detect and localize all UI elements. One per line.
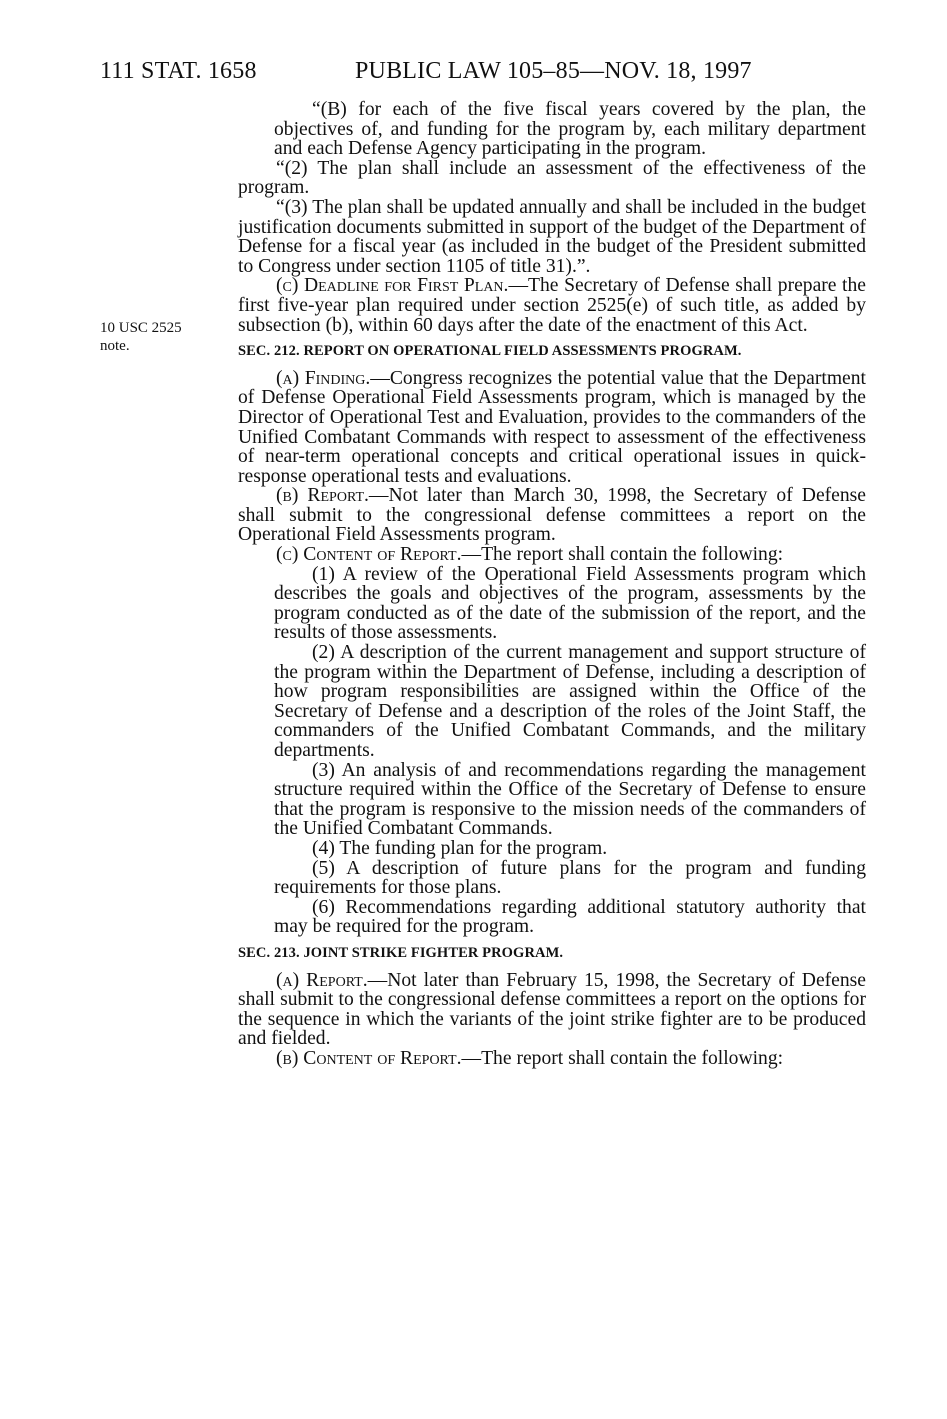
paragraph-3: “(3) The plan shall be updated annually and shall be included in the budget justification documents submitted in support of the budget of the Department of Defense for a fiscal year (as included in the budget of the President submitted to Congress under section 1105 of title 31).”. xyxy=(238,196,866,277)
document-body xyxy=(238,100,866,1069)
sec212-b-text: —Not later than March 30, 1998, the Secretary of Defense shall submit to the congressional defense committees a report on the Operational Field Assessments program. xyxy=(238,485,866,546)
paragraph-b: “(B) for each of the five fiscal years covered by the plan, the objectives of, and funding for the program by, each military department and each Defense Agency participating in the program. xyxy=(274,99,866,160)
sec213-a-text: —Not later than February 15, 1998, the Secretary of Defense shall submit to the congressional defense committees a report on the options for the sequence in which the variants of the joint strike fighter are to be produced and fielded. xyxy=(238,969,866,1050)
margin-note xyxy=(100,319,200,355)
stat-page-number: 111 STAT. 1658 xyxy=(100,58,257,84)
sec212-c-item-6: (6) Recommendations regarding additional statutory authority that may be required for the program. xyxy=(274,896,866,938)
margin-note-citation: 10 USC 2525 xyxy=(100,320,182,336)
sec213-b xyxy=(238,1049,866,1069)
sec212-a-text: —Congress recognizes the potential value that the Department of Defense Operational Field Assessments program, which is managed by the Director of Operational Test and Evaluation, provides to the commanders of the Unified Combatant Commands with respect to assessment of the effectiveness of near-term operational concepts and critical operational issues in quick-response operational tests and evaluations. xyxy=(238,367,866,487)
sec212-b xyxy=(238,486,866,545)
sec212-c-item-2: (2) A description of the current management and support structure of the program within the Department of Defense, including a description of how program responsibilities are assigned within the Office of the Secretary of Defense and a description of the roles of the Joint Staff, the commanders of the Unified Combatant Commands, and the military departments. xyxy=(274,642,866,761)
section-213-title: SEC. 213. JOINT STRIKE FIGHTER PROGRAM. xyxy=(238,944,564,961)
sec212-b-heading: (b) Report. xyxy=(276,485,369,507)
sec212-a xyxy=(238,369,866,487)
sec212-c-item-5: (5) A description of future plans for the program and funding requirements for those plans. xyxy=(274,857,866,899)
public-law-heading: PUBLIC LAW 105–85—NOV. 18, 1997 xyxy=(355,58,752,84)
sec213-a-heading: (a) Report. xyxy=(276,969,368,991)
section-212-title: SEC. 212. REPORT ON OPERATIONAL FIELD ASSESSMENTS PROGRAM. xyxy=(238,343,742,360)
sec212-c-item-3: (3) An analysis of and recommendations regarding the management structure required within the Office of the Secretary of Defense to ensure that the program is responsive to the mission needs of the commanders of the Unified Combatant Commands. xyxy=(274,759,866,840)
sec212-c-text: —The report shall contain the following: xyxy=(461,544,784,566)
margin-note-label: note. xyxy=(100,338,130,354)
deadline-heading: (c) Deadline for First Plan. xyxy=(276,275,509,297)
sec212-c-heading: (c) Content of Report. xyxy=(276,544,462,566)
sec213-a xyxy=(238,971,866,1049)
sec212-c-item-1: (1) A review of the Operational Field Assessments program which describes the goals and objectives of the program, assessments by the program conducted as of the date of the submission of the report, and the results of those assessments. xyxy=(274,563,866,644)
sec213-b-text: —The report shall contain the following: xyxy=(461,1047,784,1069)
sec213-b-heading: (b) Content of Report. xyxy=(276,1047,462,1069)
paragraph-c-deadline xyxy=(238,276,866,335)
sec212-c xyxy=(238,545,866,565)
sec212-a-heading: (a) Finding. xyxy=(276,367,371,389)
paragraph-2: “(2) The plan shall include an assessment of the effectiveness of the program. xyxy=(238,157,866,199)
sec212-c-item-4: (4) The funding plan for the program. xyxy=(312,837,608,859)
deadline-text: —The Secretary of Defense shall prepare the first five-year plan required under section 2525(e) of such title, as added by subsection (b), within 60 days after the date of the enactment of this Act. xyxy=(238,275,866,336)
